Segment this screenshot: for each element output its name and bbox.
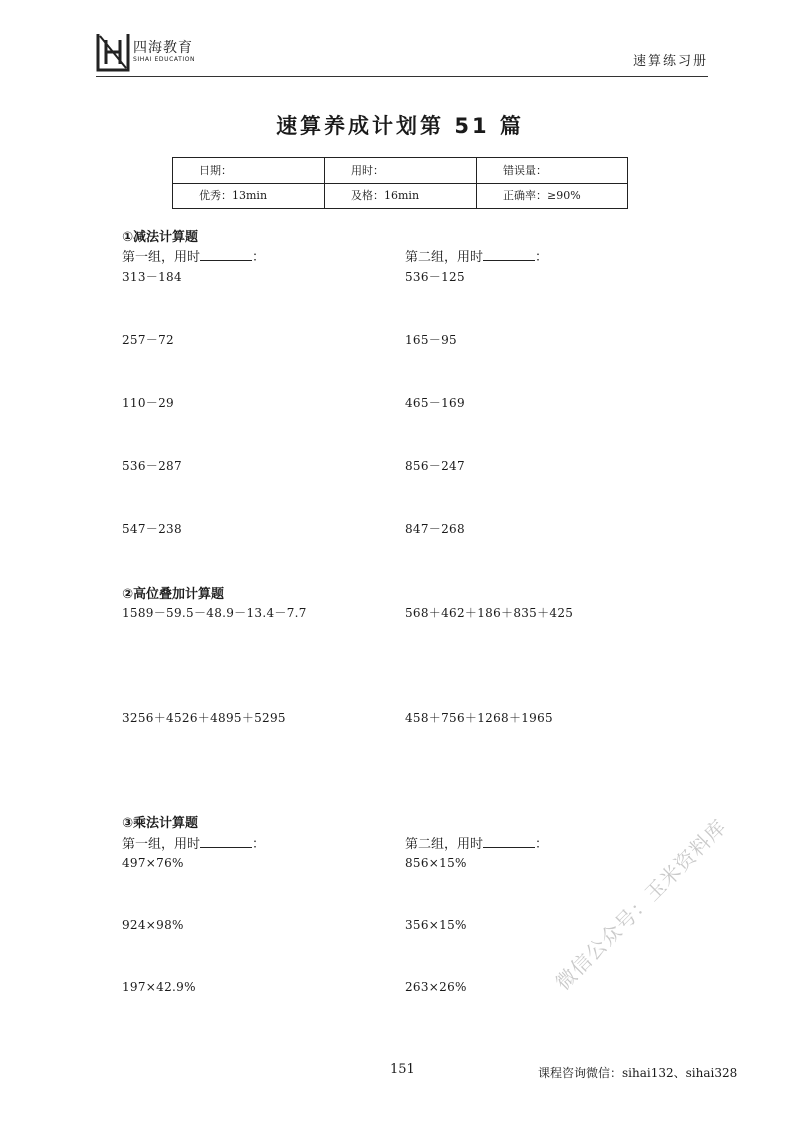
problem: 356×15% [405, 918, 467, 932]
problem: 110－29 [122, 396, 174, 410]
section-heading-subtraction: ①减法计算题 [122, 230, 199, 245]
section-heading-stacking: ②高位叠加计算题 [122, 587, 225, 602]
time-used-field[interactable]: 用时： [325, 158, 477, 183]
problem: 856×15% [405, 856, 467, 870]
problem: 847－268 [405, 522, 465, 536]
problem: 568＋462＋186＋835＋425 [405, 606, 574, 620]
problem: 3256＋4526＋4895＋5295 [122, 711, 286, 725]
footer-contact: 课程咨询微信：sihai132、sihai328 [538, 1066, 738, 1080]
info-table [172, 157, 628, 209]
group-2-time-label: 第二组，用时 ： [405, 250, 549, 265]
watermark: 微信公众号：玉米资料库 [550, 814, 732, 995]
date-field[interactable]: 日期： [173, 158, 325, 183]
header-section-label: 速算练习册 [632, 54, 708, 69]
group-2-time-label: 第二组，用时 ： [405, 837, 549, 852]
problem: 263×26% [405, 980, 467, 994]
logo [96, 32, 236, 72]
problem: 497×76% [122, 856, 184, 870]
time-blank[interactable] [483, 835, 535, 848]
section-heading-multiplication: ③乘法计算题 [122, 816, 199, 831]
problem: 536－125 [405, 270, 465, 284]
problem: 1589－59.5－48.9－13.4－7.7 [122, 606, 307, 620]
header-divider [96, 76, 708, 77]
time-blank[interactable] [200, 248, 252, 261]
page-title: 速算养成计划第 51 篇 [276, 114, 524, 138]
problem: 536－287 [122, 459, 182, 473]
brand-tagline: SIHAI EDUCATION [133, 56, 196, 63]
group-label-text: 第一组，用时 [122, 250, 201, 265]
logo-mark-icon [96, 32, 130, 72]
info-row-2 [173, 183, 627, 208]
problem: 856－247 [405, 459, 465, 473]
group-label-text: 第一组，用时 [122, 837, 201, 852]
group-1-time-label: 第一组，用时 ： [122, 250, 266, 265]
pass-standard: 及格：16min [325, 183, 477, 208]
brand-name: 四海教育 [133, 40, 193, 56]
problem: 547－238 [122, 522, 182, 536]
problem: 257－72 [122, 333, 174, 347]
time-blank[interactable] [200, 835, 252, 848]
group-1-time-label: 第一组，用时 ： [122, 837, 266, 852]
accuracy-standard: 正确率：≥90% [503, 189, 581, 202]
error-count-field[interactable]: 错误量： [503, 164, 547, 177]
problem: 165－95 [405, 333, 457, 347]
group-label-text: 第二组，用时 [405, 250, 484, 265]
problem: 465－169 [405, 396, 465, 410]
problem: 458＋756＋1268＋1965 [405, 711, 553, 725]
problem: 313－184 [122, 270, 182, 284]
info-row-1 [173, 158, 627, 184]
problem: 197×42.9% [122, 980, 196, 994]
group-label-text: 第二组，用时 [405, 837, 484, 852]
page-number: 151 [390, 1062, 415, 1077]
excellent-standard: 优秀：13min [173, 183, 325, 208]
time-blank[interactable] [483, 248, 535, 261]
problem: 924×98% [122, 918, 184, 932]
